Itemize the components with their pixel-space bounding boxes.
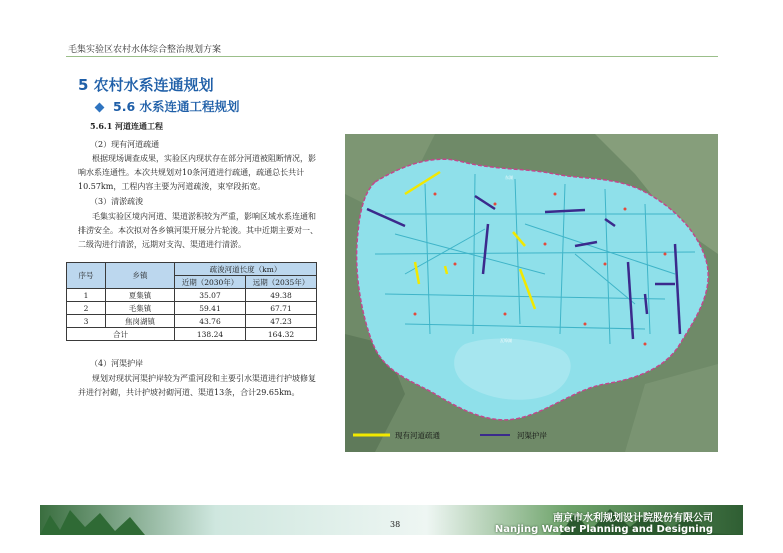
page-number: 38 — [390, 520, 401, 529]
chapter-title: 5 农村水系连通规划 — [78, 76, 214, 94]
diamond-bullet-icon — [95, 103, 105, 113]
legend-yellow-label: 现有河道疏通 — [395, 431, 440, 440]
table-total-row — [67, 328, 317, 341]
p2-line3: 二级沟进行清淤，远期对支沟、渠道进行清淤。 — [78, 240, 246, 249]
table-header-far: 远期（2035年） — [246, 276, 317, 289]
cell-town: 焦岗湖镇 — [106, 315, 175, 328]
p2-heading: （3）清淤疏浚 — [90, 197, 144, 206]
cell-no: 2 — [67, 302, 106, 315]
lake-label: 瓦埠湖 — [500, 338, 512, 343]
company-name — [495, 509, 713, 535]
cell-near: 59.41 — [175, 302, 246, 315]
cell-far: 67.71 — [246, 302, 317, 315]
cell-near: 43.76 — [175, 315, 246, 328]
cell-total-near: 138.24 — [175, 328, 246, 341]
table-row — [67, 289, 317, 302]
subsection-title: 5.6.1 河道连通工程 — [90, 121, 164, 131]
cell-no: 1 — [67, 289, 106, 302]
cell-far: 47.23 — [246, 315, 317, 328]
header-divider — [66, 56, 718, 57]
p2-line1: 毛集实验区境内河道、渠道淤积较为严重，影响区域水系连通和 — [92, 212, 316, 221]
p3-line1: 规划对现状河渠护岸较为严重河段和主要引水渠道进行护坡修复 — [92, 374, 316, 383]
table-header-group: 疏浚河道长度（km） — [175, 263, 317, 276]
cell-town: 毛集镇 — [106, 302, 175, 315]
north-label: 东湖 — [505, 175, 513, 180]
section-title — [96, 97, 240, 115]
cell-total-far: 164.32 — [246, 328, 317, 341]
table-row — [67, 302, 317, 315]
p1-line2: 响水系连通性。本次共规划对10条河道进行疏通，疏通总长共计 — [78, 168, 305, 177]
p1-line1: 根据现场调查成果，实验区内现状存在部分河道被阻断情况，影 — [92, 154, 316, 163]
cell-no: 3 — [67, 315, 106, 328]
section-title-text: 5.6 水系连通工程规划 — [113, 99, 240, 114]
p3-heading: （4）河渠护岸 — [90, 359, 144, 368]
document-header: 毛集实验区农村水体综合整治规划方案 — [68, 45, 222, 55]
p1-line3: 10.57km，工程内容主要为河道疏浚，束窄段拓宽。 — [78, 182, 266, 191]
table-row — [67, 315, 317, 328]
p3-line2: 并进行衬砌，共计护坡衬砌河道、渠道13条，合计29.65km。 — [78, 388, 300, 397]
dredging-table — [66, 262, 317, 341]
p2-line2: 排涝安全。本次拟对各乡镇河渠开展分片轮浚。其中近期主要对一、 — [78, 226, 318, 235]
company-name-en: Nanjing Water Planning and Designing — [494, 524, 713, 535]
company-name-cn: 南京市水利规划设计院股份有限公司 — [553, 513, 713, 524]
cell-town: 夏集镇 — [106, 289, 175, 302]
table-header-near: 近期（2030年） — [175, 276, 246, 289]
legend-purple-label: 河渠护岸 — [517, 431, 547, 440]
cell-near: 35.07 — [175, 289, 246, 302]
table-header-town: 乡镇 — [106, 263, 175, 289]
table-header-no: 序号 — [67, 263, 106, 289]
cell-far: 49.38 — [246, 289, 317, 302]
cell-total-label: 合计 — [67, 328, 175, 341]
water-system-map — [345, 134, 718, 452]
p1-heading: （2）现有河道疏通 — [90, 140, 160, 149]
